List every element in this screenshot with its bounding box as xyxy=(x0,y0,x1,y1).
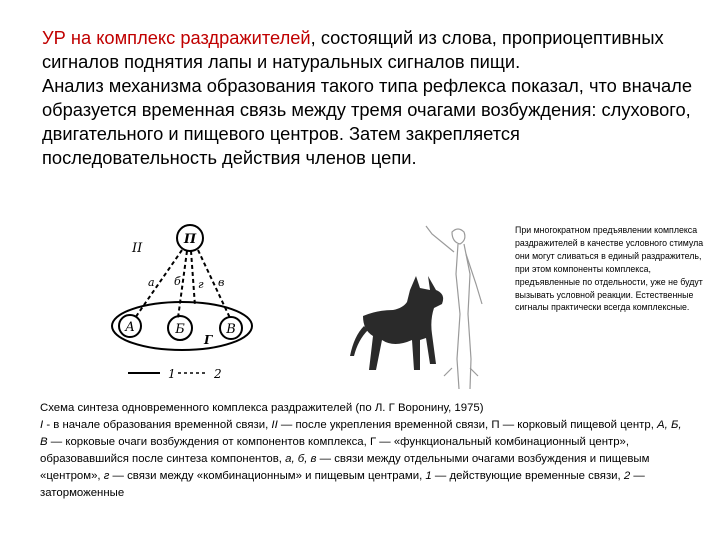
link-label-a: а xyxy=(148,276,155,289)
legend-label-1: 1 xyxy=(168,367,176,381)
caption-ii-text: — после укрепления временной связи, П — корковый пищевой центр, xyxy=(277,419,658,431)
caption-i-label: I xyxy=(40,419,44,431)
caption-ab-label: а, б, в xyxy=(285,453,317,465)
dog-silhouette xyxy=(350,276,443,370)
link-label-g: г xyxy=(198,278,204,291)
side-note: При многократном предъявлении комплекса раздражителей в качестве условного стимула они могут сливаться в единый раздражитель, при этом компоненты комплекса, предъявленные по отдельности, уже не будут вызывать условной реакции. Естественные сигналы практически всегда комплексные. xyxy=(515,225,704,313)
caption-two-label: 2 xyxy=(623,470,631,482)
synthesis-diagram xyxy=(110,218,260,388)
paragraph-1-rest: , состоящий из слова, проприоцептивных сигналов поднятия лапы и натуральных сигналов пищи. xyxy=(42,27,664,72)
caption-abv-text: — корковые очаги возбуждения от компонентов комплекса, Г — «функциональный комбинационный центр», образовавшийся после синтеза компонентов, xyxy=(40,436,630,465)
link-label-b: б xyxy=(174,275,181,288)
caption-title: Схема синтеза одновременного комплекса раздражителей (по Л. Г Воронину, 1975) xyxy=(40,402,484,414)
diagram-svg xyxy=(110,218,260,388)
node-a-label: А xyxy=(125,320,135,335)
link-label-v: в xyxy=(218,276,225,289)
caption-i-text: - в начале образования временной связи, xyxy=(43,419,272,431)
node-v-label: В xyxy=(226,322,236,337)
illustration-svg xyxy=(340,218,500,393)
main-text-block xyxy=(42,26,692,170)
dog-and-person-illustration xyxy=(340,218,500,393)
caption-abv-label: А, Б, В xyxy=(40,419,682,448)
caption-ab-text: — связи между отдельными очагами возбуждения и пищевым «центром», xyxy=(40,453,650,482)
caption-two-text: — заторможенные xyxy=(40,470,645,499)
caption-g-label: г xyxy=(103,470,110,482)
highlight-term: УР на комплекс раздражителей xyxy=(42,27,311,48)
node-g-label: Г xyxy=(204,333,213,347)
figure-caption xyxy=(40,400,690,502)
paragraph-2: Анализ механизма образования такого типа рефлекса показал, что вначале образуется временная связь между тремя очагами возбуждения: слухового, двигательного и пищевого центров. Затем закрепляется последовательность действия членов цепи. xyxy=(42,75,692,168)
caption-one-text: — действующие временные связи, xyxy=(431,470,624,482)
phase-label: II xyxy=(132,241,143,256)
caption-one-label: 1 xyxy=(425,470,432,482)
top-node-label: П xyxy=(183,232,197,247)
caption-g-text: — связи между «комбинационным» и пищевым центрами, xyxy=(109,470,426,482)
caption-ii-label: II xyxy=(271,419,278,431)
legend-label-2: 2 xyxy=(214,367,222,381)
node-b-label: Б xyxy=(175,322,185,337)
link-line-g xyxy=(191,251,195,306)
paragraph-1 xyxy=(42,26,692,74)
